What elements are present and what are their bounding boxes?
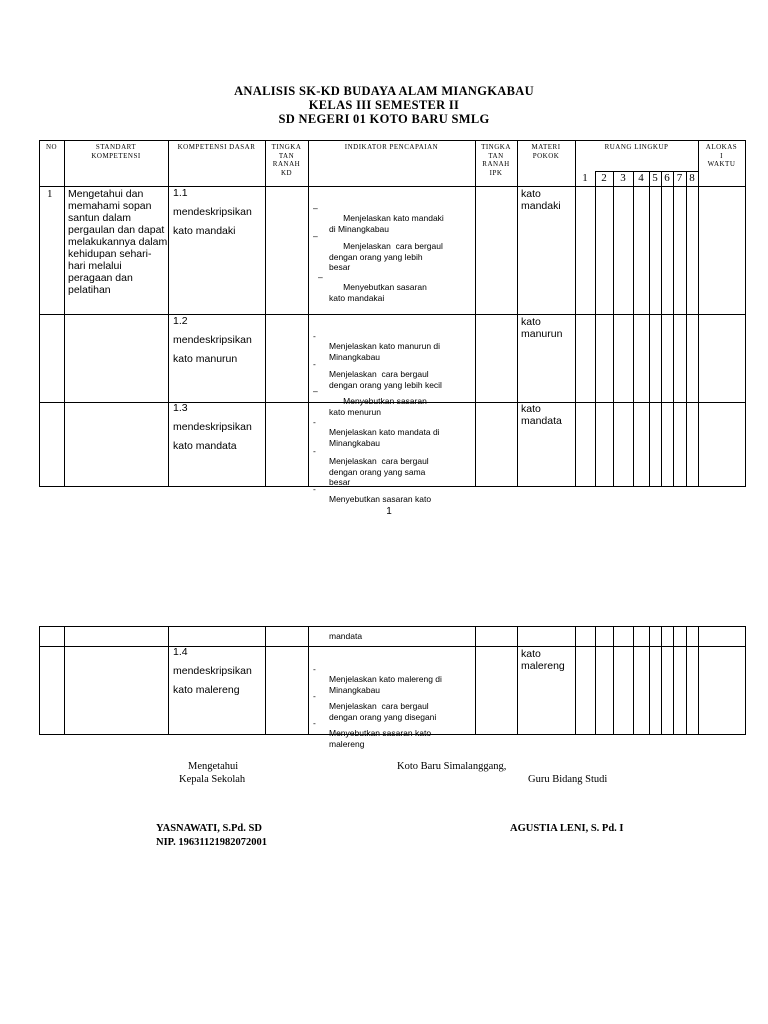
indicator-item: - Menjelaskan kato manurun di Minangkabau — [313, 330, 441, 362]
header-alokasi-waktu: ALOKAS I WAKTU — [705, 143, 738, 168]
ruang-number: 3 — [620, 172, 626, 184]
teacher-title: Guru Bidang Studi — [528, 774, 608, 785]
indicator-item: - Menyebutkan sasaran kato — [313, 483, 432, 504]
document-class-line: KELAS III SEMESTER II — [308, 98, 460, 112]
ruang-number: 4 — [638, 172, 644, 184]
kompetensi-dasar-1-2: 1.2 mendeskripsikan kato manurun — [173, 315, 252, 365]
ruang-number: 7 — [676, 172, 683, 184]
row-number: 1 — [47, 188, 53, 200]
indicator-item: – Menjelaskan cara bergaul dengan orang yang lebih besar — [313, 230, 443, 272]
ruang-number: 2 — [601, 172, 607, 184]
standart-kompetensi-text: Mengetahui dan memahami sopan santun dalam pergaulan dan dapat melakukannya dalam kehidupan sehari-hari melalui peragaan dan pelatihan — [68, 188, 168, 296]
indicator-item: - Menjelaskan cara bergaul dengan orang yang sama besar — [313, 445, 429, 487]
header-no: NO — [45, 143, 58, 151]
header-tingkatan-ranah-kd: TINGKA TAN RANAH KD — [271, 143, 302, 177]
kompetensi-dasar-1-1: 1.1 mendeskripsikan kato mandaki — [173, 187, 252, 237]
header-materi-pokok: MATERI POKOK — [531, 143, 561, 160]
materi-pokok: kato manurun — [521, 316, 563, 340]
indicator-item: – Menjelaskan kato mandaki di Minangkabau — [313, 202, 444, 234]
page-number: 1 — [386, 506, 392, 517]
header-ruang-lingkup: RUANG LINGKUP — [604, 143, 669, 151]
kompetensi-dasar-1-3: 1.3 mendeskripsikan kato mandata — [173, 402, 252, 452]
indicator-item: - Menjelaskan kato mandata di Minangkabau — [313, 416, 440, 448]
indicator-item: - Menjelaskan cara bergaul dengan orang yang lebih kecil — [313, 358, 442, 390]
indicator-item: - Menjelaskan cara bergaul dengan orang yang disegani — [313, 690, 437, 722]
approval-label: Mengetahui — [188, 761, 239, 772]
document-title: ANALISIS SK-KD BUDAYA ALAM MIANGKABAU — [234, 84, 534, 98]
indicator-item: - Menyebutkan sasaran kato malereng — [313, 717, 432, 749]
indicator-item: - Menjelaskan kato malereng di Minangkabau — [313, 663, 442, 695]
header-kompetensi-dasar: KOMPETENSI DASAR — [177, 143, 256, 151]
header-indikator-pencapaian: INDIKATOR PENCAPAIAN — [344, 143, 439, 151]
materi-pokok: kato mandata — [521, 403, 562, 427]
teacher-name: AGUSTIA LENI, S. Pd. I — [510, 823, 624, 834]
header-standart-kompetensi: STANDART KOMPETENSI — [91, 143, 141, 160]
ruang-number: 1 — [582, 172, 588, 184]
indicator-continuation: mandata — [329, 631, 363, 641]
indicator-item: – Menyebutkan sasaran kato menurun — [313, 385, 427, 417]
place-date: Koto Baru Simalanggang, — [397, 761, 507, 772]
indicator-item: – Menyebutkan sasaran kato mandakai — [318, 271, 427, 303]
kompetensi-dasar-1-4: 1.4 mendeskripsikan kato malereng — [173, 646, 252, 696]
ruang-number: 5 — [652, 172, 658, 184]
principal-name: YASNAWATI, S.Pd. SD — [156, 823, 262, 834]
principal-title: Kepala Sekolah — [179, 774, 246, 785]
materi-pokok: kato malereng — [521, 648, 565, 672]
document-school-line: SD NEGERI 01 KOTO BARU SMLG — [278, 112, 490, 126]
ruang-number: 8 — [689, 172, 695, 184]
principal-nip: NIP. 19631121982072001 — [156, 837, 268, 848]
ruang-number: 6 — [664, 172, 670, 184]
header-tingkatan-ranah-ipk: TINGKA TAN RANAH IPK — [481, 143, 511, 177]
materi-pokok: kato mandaki — [521, 188, 561, 212]
